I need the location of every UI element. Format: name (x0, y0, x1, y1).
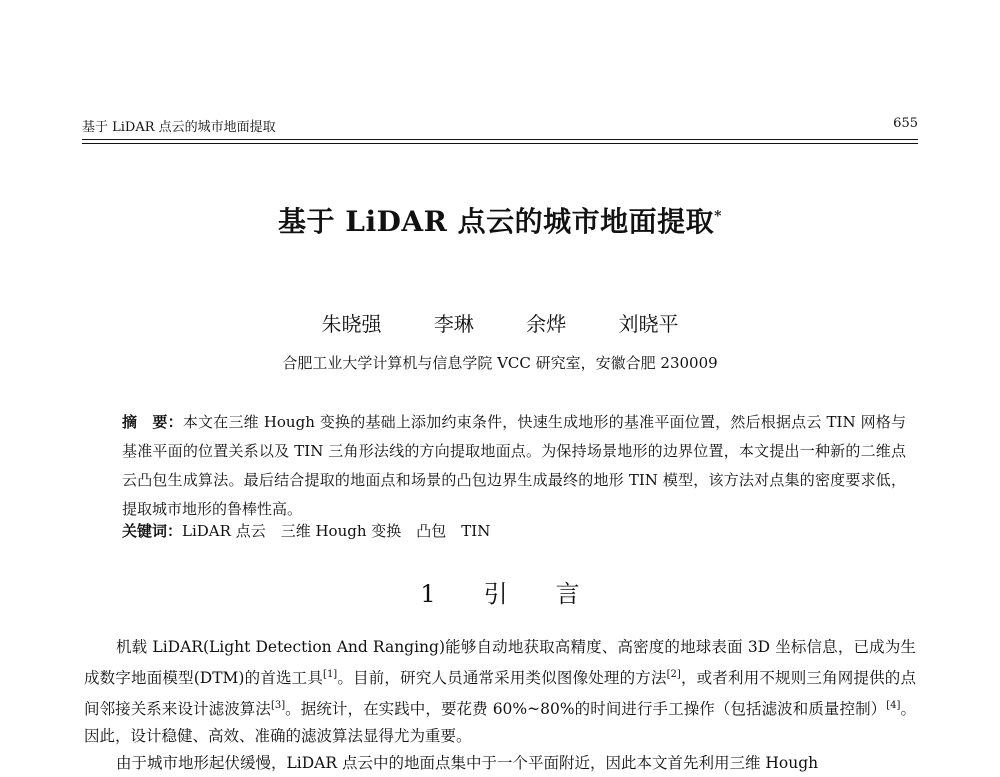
paper-title-text: 基于 LiDAR 点云的城市地面提取 (278, 205, 715, 238)
paragraph (84, 634, 916, 750)
keywords (122, 520, 490, 541)
citation: [2] (666, 669, 681, 680)
paragraph-text: ，或者利用不规则三角网提供的点间邻接关系来设计滤波算法 (84, 669, 916, 719)
section-title-part: 言 (555, 580, 580, 608)
paragraph-text: 。据统计，在实践中，要花费 60%~80%的时间进行手工操作（包括滤波和质量控制） (285, 700, 887, 719)
paragraph-text: 。目前，研究人员通常采用类似图像处理的方法 (337, 669, 667, 688)
author: 余烨 (526, 312, 567, 336)
paragraph: 由于城市地形起伏缓慢，LiDAR 点云中的地面点集中于一个平面附近，因此本文首先利用三维 Hough (116, 754, 819, 773)
citation: [4] (886, 700, 901, 712)
section-title-part: 引 (483, 580, 508, 608)
keywords-label: 关键词： (122, 522, 183, 540)
abstract (100, 408, 906, 524)
keywords-text: LiDAR 点云 三维 Hough 变换 凸包 TIN (182, 522, 491, 540)
author-list (0, 308, 1000, 337)
author: 李琳 (433, 312, 474, 336)
paragraph-text: 机载 LiDAR(Light Detection And Ranging)能够自动地获取高精度、高密度的地球表面 3D 坐标信息，已成为生成数字地面模型(DTM)的首选工具 (84, 638, 916, 688)
running-head (82, 116, 918, 140)
affiliation: 合肥工业大学计算机与信息学院 VCC 研究室，安徽合肥 230009 (282, 354, 718, 372)
author: 刘晓平 (618, 312, 679, 336)
running-head-title: 基于 LiDAR 点云的城市地面提取 (82, 120, 276, 135)
title-footnote-mark: * (714, 208, 722, 225)
paragraph-text: 。因此，设计稳健、高效、准确的滤波算法显得尤为重要。 (84, 700, 916, 746)
page-number: 655 (893, 116, 918, 131)
abstract-label: 摘 要： (122, 413, 183, 431)
section-heading (0, 574, 1000, 609)
paper-title (0, 200, 1000, 240)
body-text (84, 634, 916, 777)
section-number: 1 (420, 580, 436, 608)
citation: [3] (270, 700, 286, 712)
citation: [1] (323, 669, 338, 680)
abstract-text: 本文在三维 Hough 变换的基础上添加约束条件，快速生成地形的基准平面位置，然后根据点云 TIN 网格与基准平面的位置关系以及 TIN 三角形法线的方向提取地面点。为保持场景地形的边界位置，本文提出一种新的二维点云凸包生成算法。最后结合提取的地面点和场景的凸包边界生成最终的地形 TIN 模型，该方法对点集的密度要求低，提取城市地形的鲁棒性高。 (122, 413, 906, 518)
author: 朱晓强 (321, 312, 382, 336)
